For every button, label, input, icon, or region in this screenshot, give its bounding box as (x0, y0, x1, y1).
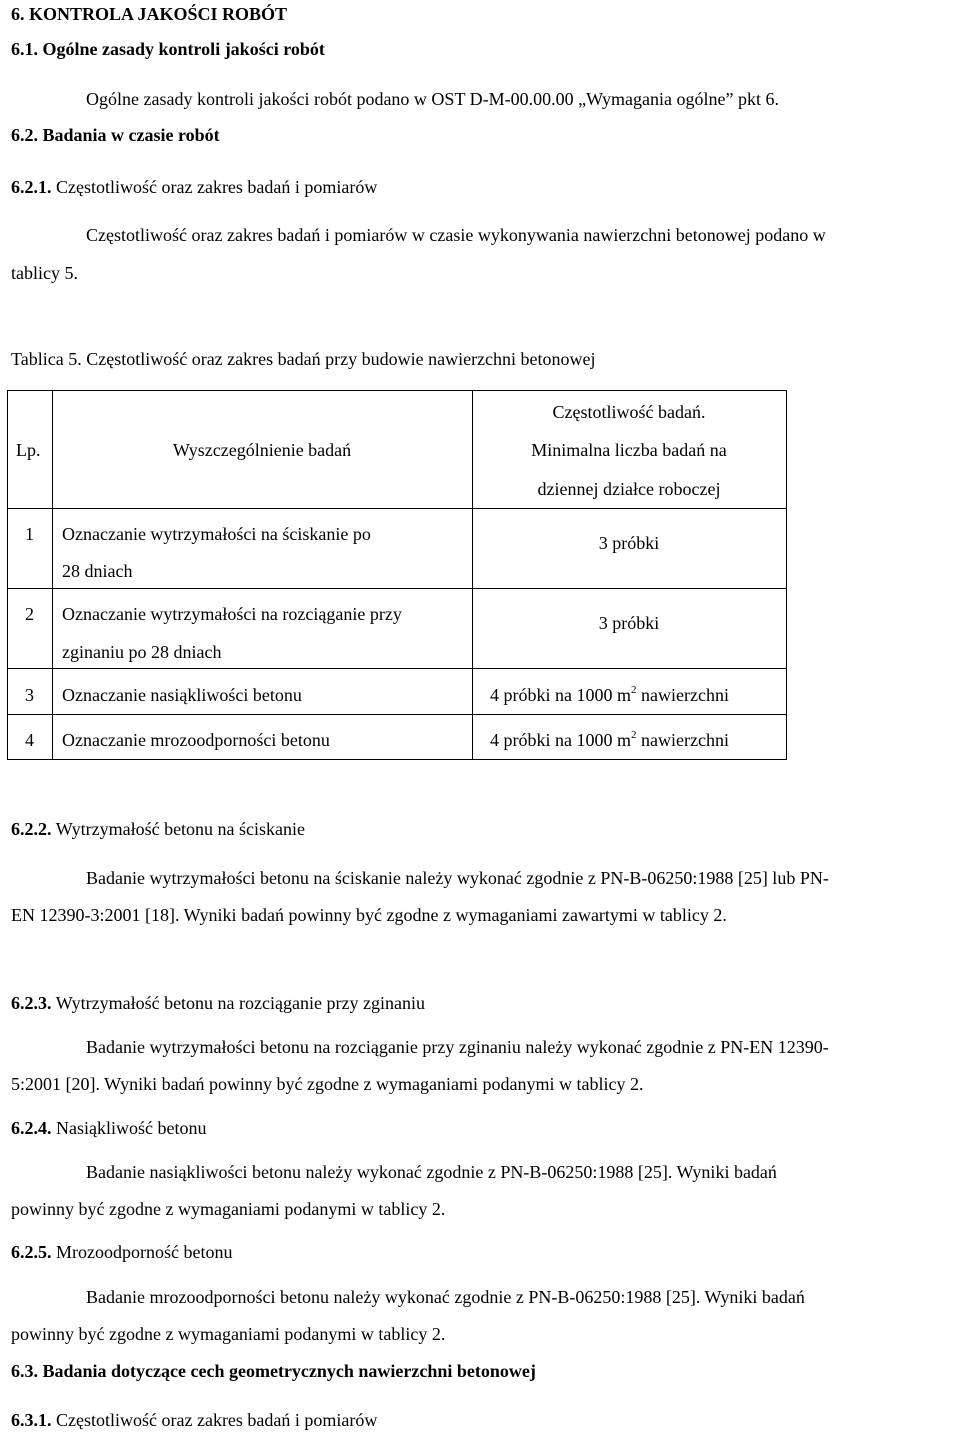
header-description: Wyszczególnienie badań (172, 440, 352, 460)
header-frequency-line1: Częstotliwość badań. (552, 402, 706, 422)
table-border-top (7, 390, 787, 391)
table-rule (7, 588, 787, 589)
section-6-heading (11, 5, 287, 23)
row-4-lp: 4 (25, 730, 34, 750)
section-6-3-1-heading (11, 1411, 377, 1429)
section-6-3-heading (11, 1362, 536, 1380)
section-title: Mrozoodporność betonu (56, 1242, 233, 1262)
section-6-1-heading (11, 40, 325, 58)
section-number: 6. (11, 4, 25, 24)
section-6-2-5-paragraph-line1: Badanie mrozoodporności betonu należy wykonać zgodnie z PN-B-06250:1988 [25]. Wyniki badań (86, 1287, 805, 1307)
table-rule (7, 714, 787, 715)
section-title: Częstotliwość oraz zakres badań i pomiarów (56, 1410, 378, 1430)
section-title: Częstotliwość oraz zakres badań i pomiarów (56, 177, 378, 197)
section-title: Ogólne zasady kontroli jakości robót (42, 39, 325, 59)
header-frequency-line3: dziennej działce roboczej (537, 479, 721, 499)
header-frequency-line2: Minimalna liczba badań na (531, 440, 727, 460)
row-4-desc: Oznaczanie mrozoodporności betonu (62, 730, 330, 750)
section-6-2-4-paragraph-line2: powinny być zgodne z wymaganiami podanymi w tablicy 2. (11, 1199, 446, 1219)
section-6-2-2-paragraph-line1: Badanie wytrzymałości betonu na ściskanie należy wykonać zgodnie z PN-B-06250:1988 [25] lub PN- (86, 868, 829, 888)
table-rule (7, 668, 787, 669)
row-3-desc: Oznaczanie nasiąkliwości betonu (62, 685, 302, 705)
section-6-2-1-heading (11, 178, 377, 196)
section-number: 6.3.1. (11, 1410, 52, 1430)
section-6-2-1-paragraph-line1: Częstotliwość oraz zakres badań i pomiarów w czasie wykonywania nawierzchni betonowej podano w (86, 225, 826, 245)
row-1-desc-line2: 28 dniach (62, 561, 133, 581)
section-6-2-3-paragraph-line1: Badanie wytrzymałości betonu na rozciąganie przy zginaniu należy wykonać zgodnie z PN-EN 12390- (86, 1037, 829, 1057)
header-lp: Lp. (16, 440, 41, 460)
section-6-2-heading (11, 126, 220, 144)
section-6-2-5-paragraph-line2: powinny być zgodne z wymaganiami podanymi w tablicy 2. (11, 1324, 446, 1344)
section-6-2-3-paragraph-line2: 5:2001 [20]. Wyniki badań powinny być zgodne z wymaganiami podanymi w tablicy 2. (11, 1074, 644, 1094)
table-rule (7, 508, 787, 509)
section-number: 6.1. (11, 39, 38, 59)
section-6-2-4-heading (11, 1119, 206, 1137)
section-6-2-3-heading (11, 994, 425, 1012)
section-number: 6.2.5. (11, 1242, 52, 1262)
section-6-2-2-heading (11, 820, 305, 838)
section-title: Nasiąkliwość betonu (56, 1118, 207, 1138)
row-4-frequency: 4 próbki na 1000 $m^2$ nawierzchni (490, 729, 729, 750)
section-number: 6.2.3. (11, 993, 52, 1013)
section-number: 6.2.2. (11, 819, 52, 839)
row-1-lp: 1 (25, 524, 34, 544)
row-3-frequency: 4 próbki na 1000 $m^2$ nawierzchni (490, 684, 729, 705)
row-2-lp: 2 (25, 604, 34, 624)
row-1-frequency: 3 próbki (598, 533, 660, 553)
table-border-left (7, 390, 8, 760)
section-number: 6.3. (11, 1361, 38, 1381)
section-6-1-paragraph: Ogólne zasady kontroli jakości robót podano w OST D-M-00.00.00 „Wymagania ogólne” pkt 6. (86, 89, 779, 109)
section-title: Badania w czasie robót (42, 125, 220, 145)
row-2-desc-line2: zginaniu po 28 dniach (62, 642, 222, 662)
section-6-2-5-heading (11, 1243, 232, 1261)
section-number: 6.2. (11, 125, 38, 145)
table-caption: Tablica 5. Częstotliwość oraz zakres badań przy budowie nawierzchni betonowej (11, 349, 596, 369)
row-3-lp: 3 (25, 685, 34, 705)
section-6-2-1-paragraph-line2: tablicy 5. (11, 263, 78, 283)
section-number: 6.2.4. (11, 1118, 52, 1138)
row-2-desc-line1: Oznaczanie wytrzymałości na rozciąganie przy (62, 604, 402, 624)
section-title: Badania dotyczące cech geometrycznych nawierzchni betonowej (42, 1361, 536, 1381)
section-title: KONTROLA JAKOŚCI ROBÓT (29, 4, 288, 24)
section-6-2-2-paragraph-line2: EN 12390-3:2001 [18]. Wyniki badań powinny być zgodne z wymaganiami zawartymi w tablicy 2. (11, 905, 727, 925)
row-1-desc-line1: Oznaczanie wytrzymałości na ściskanie po (62, 524, 371, 544)
section-number: 6.2.1. (11, 177, 52, 197)
section-title: Wytrzymałość betonu na rozciąganie przy zginaniu (55, 993, 425, 1013)
section-6-2-4-paragraph-line1: Badanie nasiąkliwości betonu należy wykonać zgodnie z PN-B-06250:1988 [25]. Wyniki badań (86, 1162, 777, 1182)
table-border-bottom (7, 759, 787, 760)
row-2-frequency: 3 próbki (598, 613, 660, 633)
section-title: Wytrzymałość betonu na ściskanie (55, 819, 306, 839)
table-border-right (786, 390, 787, 760)
